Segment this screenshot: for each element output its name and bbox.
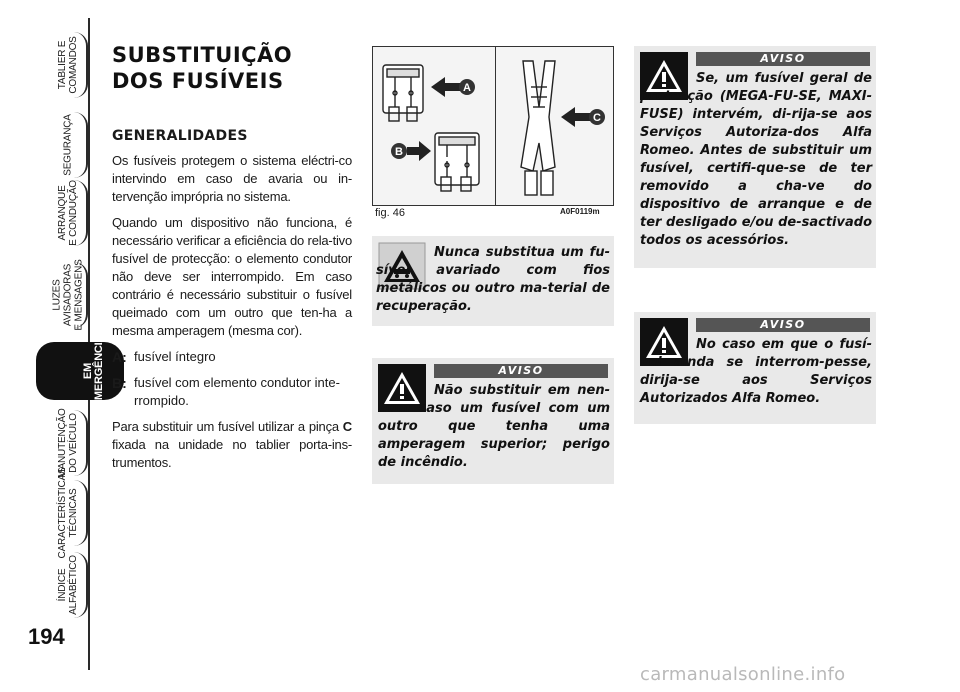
paragraph-check: Quando um dispositivo não funciona, é necessário verificar a eficiência do rela-tivo fusível de protecção: o elemento condutor não deve ser interrompido. Em caso contrário é necessário substituir o fusível queimado com um outro que ten-ha a mesma amperagem (mesma cor). <box>112 215 352 338</box>
environment-notice <box>372 236 614 326</box>
warning-notice-amperage <box>372 358 614 484</box>
figure-caption: fig. 46 <box>375 207 405 219</box>
tab-seguranca[interactable] <box>36 112 96 178</box>
warning-notice-general-fuse <box>634 46 876 268</box>
label-c: C <box>593 112 601 124</box>
page-title: SUBSTITUIÇÃO DOS FUSÍVEIS <box>112 43 293 93</box>
warning-heading: AVISO <box>434 364 608 378</box>
tab-label: EM EMERGÊNCIA <box>82 334 105 408</box>
arrow-a-icon <box>431 77 475 97</box>
tab-label: TABLIER E COMANDOS <box>57 36 79 94</box>
paragraph-pliers: Para substituir um fusível utilizar a pinça C fixada na unidade no tablier porta-ins-trumentos. <box>112 419 352 470</box>
warning-text: Se, um fusível geral de protecção (MEGA-FU-SE, MAXI-FUSE) intervém, di-rija-se aos Serviços Autoriza-dos Alfa Romeo. Antes de substituir um fusível, certifi-que-se de ter removido a cha-ve do dispositivo de arranque e de ter desligado e/ou de-sactivado todos os acessórios. <box>640 71 872 248</box>
page-number: 194 <box>28 624 65 649</box>
tab-label: ÍNDICE ALFABÉTICO <box>57 555 79 615</box>
tab-label: CARACTERÍSTICAS TÉCNICAS <box>57 467 79 559</box>
warning-heading: AVISO <box>696 52 870 66</box>
tab-label: SEGURANÇA <box>62 114 74 176</box>
watermark: carmanualsonline.info <box>640 664 846 685</box>
main-text-column <box>112 42 352 472</box>
tab-label: MANUTENÇÃO DO VEÍCULO <box>57 408 79 478</box>
figure-divider <box>495 47 496 205</box>
warning-text: Não substituir em nen-hum caso um fusível com um outro que tenha uma amperagem superior; perigo de incêndio. <box>378 383 610 470</box>
tab-manutencao-veiculo[interactable] <box>36 410 96 476</box>
figure-code: A0F0119m <box>560 207 600 216</box>
chapter-tabs <box>0 0 105 692</box>
tab-arranque-conducao[interactable] <box>36 180 96 246</box>
fuse-illustration <box>372 46 614 206</box>
tab-caracteristicas-tecnicas[interactable] <box>36 467 96 559</box>
section-heading: GENERALIDADES <box>112 128 248 144</box>
fuse-blown-drawing <box>435 133 479 191</box>
arrow-c-icon <box>561 107 605 127</box>
tab-tablier-comandos[interactable] <box>36 32 96 98</box>
tab-luzes-avisadoras[interactable] <box>36 259 96 331</box>
fuse-intact-drawing <box>383 65 423 121</box>
tab-em-emergencia[interactable] <box>36 334 105 408</box>
fuse-pliers-drawing <box>521 61 555 195</box>
legend-item-a: A: fusível íntegro <box>112 349 216 365</box>
fuse-diagram <box>373 47 613 205</box>
label-b: B <box>395 146 403 158</box>
arrow-b-icon <box>391 141 431 161</box>
active-tab-highlight <box>36 342 124 400</box>
tab-indice-alfabetico[interactable] <box>36 552 96 618</box>
environment-notice-body: Nunca substitua um fu-sível avariado com fios metálicos ou outro ma-terial de recuperação. <box>376 245 610 314</box>
tab-label: ARRANQUE E CONDUÇÃO <box>57 180 79 246</box>
warning-text: No caso em que o fusí-vel ainda se interrom-pesse, dirija-se aos Serviços Autorizados Alfa Romeo. <box>640 337 872 406</box>
legend-item-b: B: fusível com elemento condutor inte-rrompido. <box>112 375 340 408</box>
warning-notice-repeat <box>634 312 876 424</box>
paragraph-intro: Os fusíveis protegem o sistema eléctri-co intervindo em caso de avaria ou in-tervenção imprópria no sistema. <box>112 153 352 204</box>
label-a: A <box>463 82 471 94</box>
tab-label: LUZES AVISADORAS E MENSAGENS <box>51 259 85 331</box>
warning-heading: AVISO <box>696 318 870 332</box>
